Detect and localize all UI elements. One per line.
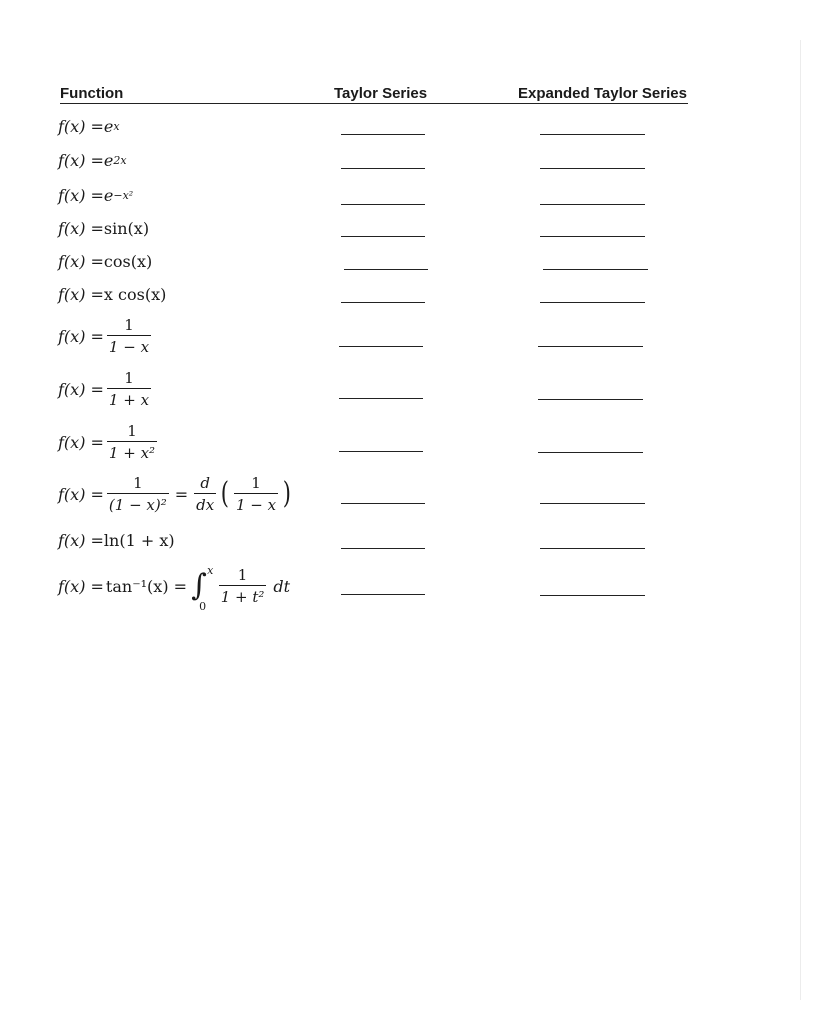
- denominator: 1 − x: [107, 335, 151, 356]
- numerator: 1: [124, 369, 134, 387]
- expanded-blank[interactable]: [540, 134, 645, 135]
- dx-denominator: dx: [194, 493, 216, 514]
- fraction: [107, 316, 151, 356]
- taylor-blank[interactable]: [341, 236, 425, 237]
- lhs: f(x) =: [58, 186, 104, 205]
- taylor-blank[interactable]: [339, 451, 423, 452]
- integrand-denominator: 1 + t²: [219, 585, 267, 606]
- taylor-blank[interactable]: [339, 346, 423, 347]
- expanded-blank[interactable]: [540, 503, 645, 504]
- lhs: f(x) =: [58, 379, 104, 399]
- taylor-blank[interactable]: [344, 269, 428, 270]
- denominator: 1 + x²: [107, 441, 157, 462]
- function-row-exp-neg-x-squared: f(x) = e −x²: [58, 186, 134, 205]
- lhs: f(x) =: [58, 326, 104, 346]
- expanded-blank[interactable]: [540, 236, 645, 237]
- expanded-blank[interactable]: [540, 168, 645, 169]
- header-underline: [60, 103, 688, 104]
- header-function: Function: [60, 85, 124, 102]
- numerator: 1: [124, 316, 134, 334]
- numerator: 1: [133, 474, 143, 492]
- denominator: 1 + x: [107, 388, 151, 409]
- expanded-blank[interactable]: [543, 269, 648, 270]
- function-row-sin: [58, 219, 149, 238]
- taylor-blank[interactable]: [341, 548, 425, 549]
- taylor-blank[interactable]: [341, 503, 425, 504]
- numerator: 1: [127, 422, 137, 440]
- header-taylor-series: Taylor Series: [334, 85, 428, 102]
- lhs: f(x) =: [58, 432, 104, 452]
- lhs: f(x) =: [58, 151, 104, 170]
- expanded-blank[interactable]: [540, 548, 645, 549]
- integral-lower-bound: 0: [199, 600, 207, 613]
- integral-differential: dt: [273, 576, 291, 596]
- function-expression: tan⁻¹(x) =: [105, 576, 188, 596]
- function-row-one-over-one-minus-x: [58, 316, 154, 356]
- function-expression: cos(x): [103, 252, 153, 271]
- expanded-blank[interactable]: [538, 452, 643, 453]
- function-row-one-over-one-plus-x-squared: [58, 422, 160, 462]
- function-row-cos: [58, 252, 152, 271]
- function-row-x-cos: [58, 285, 166, 304]
- taylor-blank[interactable]: [341, 302, 425, 303]
- left-paren: (: [220, 476, 230, 511]
- denominator: (1 − x)²: [107, 493, 169, 514]
- expanded-blank[interactable]: [540, 595, 645, 596]
- inner-fraction: [234, 474, 278, 514]
- inner-denominator: 1 − x: [234, 493, 278, 514]
- integral-upper-bound: x: [207, 564, 214, 577]
- taylor-blank[interactable]: [341, 594, 425, 595]
- exp-base: e: [103, 151, 114, 170]
- taylor-blank[interactable]: [339, 398, 423, 399]
- exp-base: e: [103, 117, 114, 136]
- right-paren: ): [282, 476, 292, 511]
- integrand-fraction: [219, 566, 267, 606]
- function-row-exp-x: f(x) = e x: [58, 117, 120, 136]
- function-row-exp-2x: f(x) = e 2x: [58, 151, 127, 170]
- lhs: f(x) =: [58, 576, 104, 596]
- taylor-blank[interactable]: [341, 134, 425, 135]
- lhs: f(x) =: [58, 484, 104, 504]
- integral-sign: ∫ x 0: [191, 564, 214, 613]
- function-row-one-over-one-plus-x: [58, 369, 154, 409]
- equals-sign: =: [174, 484, 189, 504]
- taylor-blank[interactable]: [341, 168, 425, 169]
- function-row-arctan: [58, 564, 291, 613]
- function-row-ln: [58, 531, 175, 550]
- expanded-blank[interactable]: [538, 346, 643, 347]
- inner-numerator: 1: [251, 474, 261, 492]
- function-row-one-over-one-minus-x-squared: [58, 474, 293, 514]
- fraction: [107, 474, 169, 514]
- page-edge-divider: [800, 40, 801, 1000]
- header-expanded-taylor-series: Expanded Taylor Series: [518, 85, 687, 102]
- integrand-numerator: 1: [237, 566, 248, 584]
- function-expression: ln(1 + x): [103, 531, 175, 550]
- expanded-blank[interactable]: [538, 399, 643, 400]
- lhs: f(x) =: [58, 285, 104, 304]
- d-numerator: d: [200, 474, 210, 492]
- taylor-blank[interactable]: [341, 204, 425, 205]
- expanded-blank[interactable]: [540, 204, 645, 205]
- lhs: f(x) =: [58, 117, 104, 136]
- fraction: [107, 422, 157, 462]
- derivative-operator: [194, 474, 216, 514]
- function-expression: x cos(x): [103, 285, 167, 304]
- fraction: [107, 369, 151, 409]
- lhs: f(x) =: [58, 252, 104, 271]
- lhs: f(x) =: [58, 219, 104, 238]
- exp-base: e: [103, 186, 114, 205]
- lhs: f(x) =: [58, 531, 104, 550]
- expanded-blank[interactable]: [540, 302, 645, 303]
- function-expression: sin(x): [103, 219, 150, 238]
